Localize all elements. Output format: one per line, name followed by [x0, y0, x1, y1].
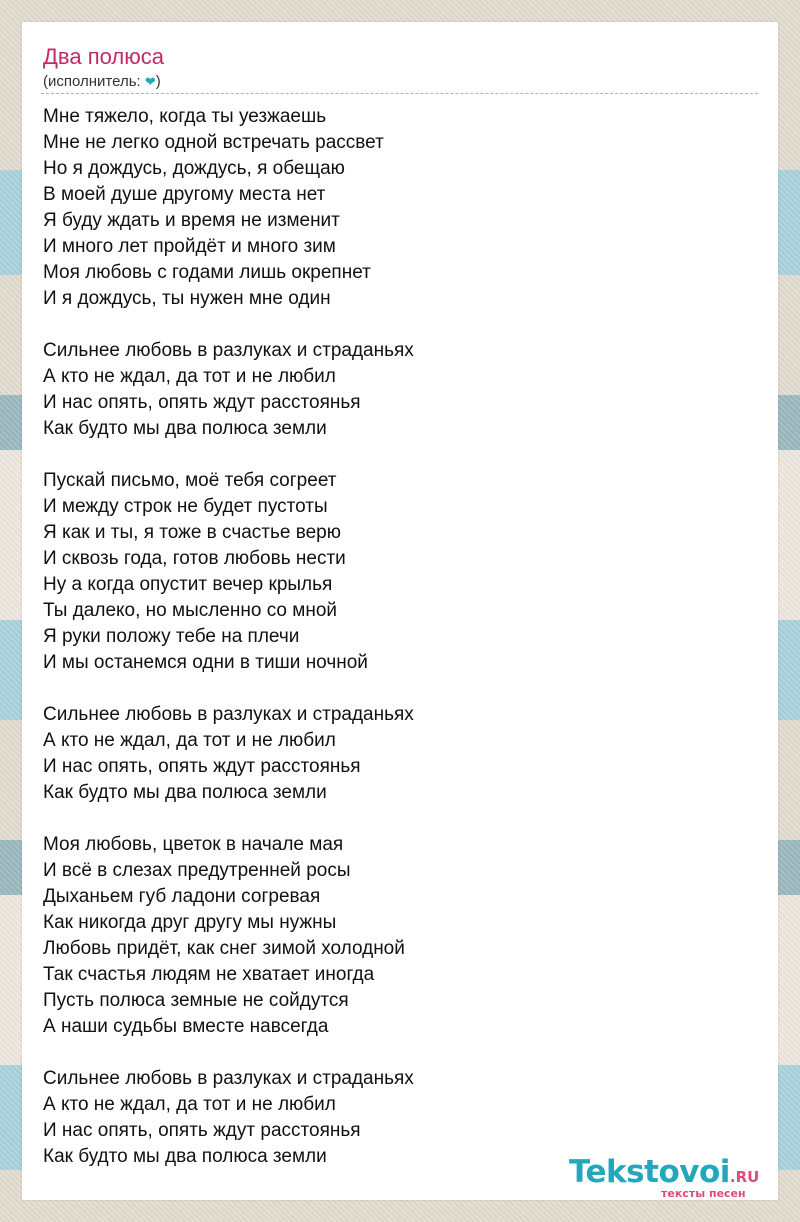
site-logo[interactable] — [569, 1154, 779, 1202]
lyric-line: Я руки положу тебе на плечи — [43, 626, 300, 647]
lyric-line — [43, 312, 743, 338]
lyric-line: Мне тяжело, когда ты уезжаешь — [43, 106, 327, 127]
logo-tagline: тексты песен — [661, 1187, 746, 1200]
lyric-line: Пускай письмо, моё тебя согреет — [43, 470, 337, 491]
lyric-line: И много лет пройдёт и много зим — [43, 236, 336, 257]
lyric-line: Сильнее любовь в разлуках и страданьях — [43, 1068, 414, 1089]
lyric-line: Я буду ждать и время не изменит — [43, 210, 340, 231]
lyric-line: Я как и ты, я тоже в счастье верю — [43, 522, 341, 543]
lyric-line: И между строк не будет пустоты — [43, 496, 328, 517]
lyric-line — [43, 442, 743, 468]
lyric-line: А кто не ждал, да тот и не любил — [43, 730, 336, 751]
divider — [41, 93, 758, 94]
lyrics-card — [22, 22, 778, 1200]
lyric-line: Как будто мы два полюса земли — [43, 1146, 327, 1167]
lyric-line: Как никогда друг другу мы нужны — [43, 912, 337, 933]
lyric-line: Любовь придёт, как снег зимой холодной — [43, 938, 405, 959]
logo-tld: .RU — [729, 1168, 760, 1186]
lyric-line: Как будто мы два полюса земли — [43, 782, 327, 803]
lyric-line — [43, 676, 743, 702]
lyric-line: И нас опять, опять ждут расстоянья — [43, 1120, 361, 1141]
lyric-line: Сильнее любовь в разлуках и страданьях — [43, 340, 414, 361]
song-title: Два полюса — [43, 44, 164, 69]
lyric-line: И сквозь года, готов любовь нести — [43, 548, 346, 569]
lyric-line: И нас опять, опять ждут расстоянья — [43, 392, 361, 413]
lyric-line: Так счастья людям не хватает иногда — [43, 964, 375, 985]
lyric-line: Ну а когда опустит вечер крылья — [43, 574, 333, 595]
lyric-line: Пусть полюса земные не сойдутся — [43, 990, 349, 1011]
lyric-line: И всё в слезах предутренней росы — [43, 860, 351, 881]
lyric-line: Моя любовь с годами лишь окрепнет — [43, 262, 371, 283]
artist-prefix: (исполнитель: — [43, 73, 145, 90]
logo-word: Tekstovoi — [569, 1154, 730, 1190]
artist-suffix: ) — [155, 73, 161, 90]
lyric-line: Но я дождусь, дождусь, я обещаю — [43, 158, 345, 179]
lyric-line — [43, 806, 743, 832]
lyric-line: В моей душе другому места нет — [43, 184, 326, 205]
lyric-line: А кто не ждал, да тот и не любил — [43, 1094, 336, 1115]
lyric-line: И нас опять, опять ждут расстоянья — [43, 756, 361, 777]
lyrics-text — [43, 104, 743, 1170]
logo-main — [569, 1154, 759, 1190]
heart-icon[interactable]: ❤ — [144, 74, 156, 89]
lyric-line: Моя любовь, цветок в начале мая — [43, 834, 344, 855]
lyric-line: А наши судьбы вместе навсегда — [43, 1016, 329, 1037]
lyric-line: Дыханьем губ ладони согревая — [43, 886, 321, 907]
lyric-line: Ты далеко, но мысленно со мной — [43, 600, 337, 621]
lyric-line — [43, 1040, 743, 1066]
lyric-line: Как будто мы два полюса земли — [43, 418, 327, 439]
lyric-line: И я дождусь, ты нужен мне один — [43, 288, 331, 309]
lyric-line: А кто не ждал, да тот и не любил — [43, 366, 336, 387]
lyric-line: Мне не легко одной встречать рассвет — [43, 132, 384, 153]
lyric-line: И мы останемся одни в тиши ночной — [43, 652, 368, 673]
lyric-line: Сильнее любовь в разлуках и страданьях — [43, 704, 414, 725]
artist-line — [43, 73, 161, 90]
